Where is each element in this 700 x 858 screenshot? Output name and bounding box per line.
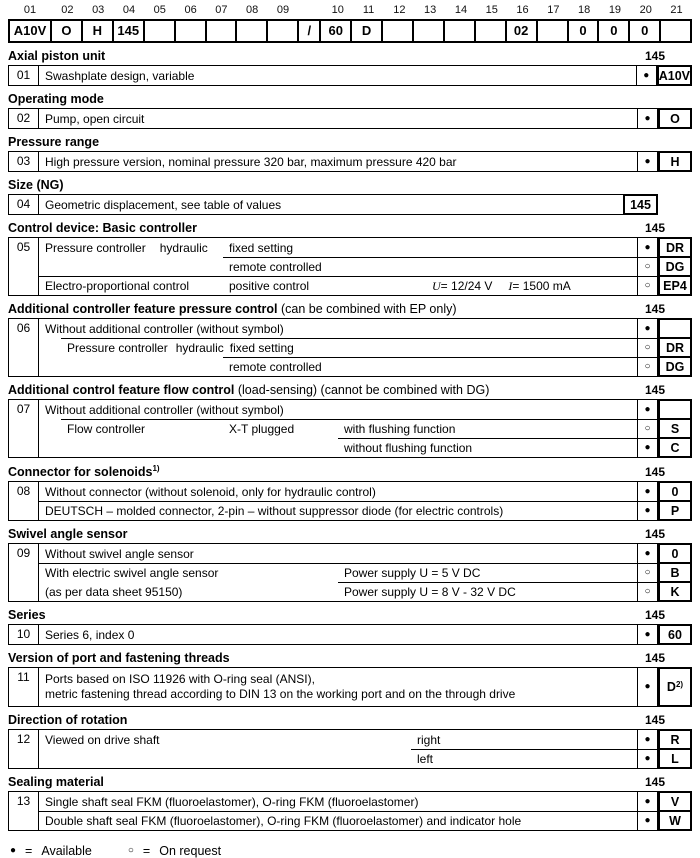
position-number: 09 <box>9 544 39 601</box>
availability-marker: ● <box>644 322 651 334</box>
position-number: 02 <box>9 109 39 128</box>
option-description: Series 6, index 0 <box>45 627 135 642</box>
column-number-17: 17 <box>547 4 560 16</box>
code-box: L <box>658 748 692 769</box>
code-box: D $^{2)}$ <box>658 667 692 707</box>
code-cell-16: 02 <box>505 19 538 43</box>
table-row <box>39 668 657 706</box>
option-description: Without connector (without solenoid, only for hydraulic control) <box>45 484 376 499</box>
table-row <box>39 276 657 295</box>
table-row <box>39 544 657 563</box>
option-description: Swashplate design, variable <box>45 68 195 83</box>
option-description: DEUTSCH – molded connector, 2-pin – without suppressor diode (for electric controls) <box>39 501 637 520</box>
availability-marker: ● <box>644 403 651 415</box>
availability-marker: ○ <box>644 280 651 291</box>
availability-marker: ○ <box>644 586 651 598</box>
table-row <box>39 625 657 644</box>
section-title: Connector for solenoids$^{1)}$ <box>8 464 160 480</box>
section-operating-mode <box>8 86 692 129</box>
code-cell-17 <box>536 19 569 43</box>
code-cell-19: 0 <box>597 19 630 43</box>
code-column-numbers <box>8 4 692 19</box>
code-cell-separator: / <box>297 19 321 43</box>
column-number-18: 18 <box>578 4 591 16</box>
option-description: High pressure version, nominal pressure 320 bar, maximum pressure 420 bar <box>45 154 457 169</box>
option-sub-description: fixed setting <box>224 338 637 357</box>
code-cell-20: 0 <box>628 19 661 43</box>
code-cell-09 <box>266 19 299 43</box>
table-row <box>39 482 657 501</box>
table-row <box>39 195 657 214</box>
availability-marker: ● <box>643 69 650 81</box>
column-number-08: 08 <box>246 4 259 16</box>
availability-legend: ● = Available ○ = On request <box>10 844 222 858</box>
table-row <box>39 319 657 338</box>
code-box: 60 <box>658 624 692 645</box>
option-description: Pressure controller hydraulic <box>45 240 208 255</box>
option-description: Electro-proportional control <box>39 276 223 295</box>
table-row <box>39 811 657 830</box>
code-cell-12 <box>381 19 414 43</box>
ordering-code-row <box>8 19 692 43</box>
code-box: DG <box>658 256 692 277</box>
table-row <box>39 792 657 811</box>
code-box <box>658 318 692 339</box>
availability-marker: ○ <box>644 567 651 579</box>
column-number-10: 10 <box>331 4 344 16</box>
code-box: R <box>658 729 692 750</box>
availability-marker: ● <box>644 815 651 827</box>
code-cell-06 <box>174 19 207 43</box>
option-sub-description: with flushing function <box>338 419 637 438</box>
code-box: O <box>658 108 692 129</box>
table-row <box>39 238 657 257</box>
table-row <box>39 501 657 520</box>
column-number-14: 14 <box>454 4 468 16</box>
filled-dot-icon: ● <box>10 845 17 857</box>
option-description: With electric swivel angle sensor <box>39 563 338 582</box>
table-row <box>39 152 657 171</box>
availability-marker: ● <box>644 795 651 807</box>
option-sub-description: Power supply U = 5 V DC <box>338 563 637 582</box>
code-box: DR <box>658 337 692 358</box>
footnote-marker: 1) <box>152 464 160 473</box>
section-title: Series <box>8 608 46 623</box>
section-control-device: Control device: Basic controller 145 05 Pressure controller hydraulic fixed setting ● remote controlled ○ Electro-proportional control positive control U = 12/24 V I = 1500 mA ○ DR DG EP4 <box>8 215 692 296</box>
section-title: Additional control feature flow control (load-sensing) (cannot be combined with DG) <box>8 383 490 397</box>
section-title: Version of port and fastening threads <box>8 651 230 666</box>
availability-marker: ○ <box>644 423 651 434</box>
electrical-values: U = 12/24 V I = 1500 mA <box>426 276 637 295</box>
position-number: 11 <box>9 668 39 706</box>
code-box: S <box>658 418 692 439</box>
section-connector-solenoids: Connector for solenoids$^{1)}$ 145 08 Without connector (without solenoid, only for hydraulic control) ● DEUTSCH – molded connector, 2-pin – without suppressor diode (for electric controls) ● 0 P <box>8 458 692 521</box>
availability-cell <box>636 66 656 85</box>
section-pressure-range <box>8 129 692 172</box>
code-cell-10: 60 <box>319 19 352 43</box>
section-size-ng <box>8 172 692 215</box>
code-box: V <box>658 791 692 812</box>
table-row <box>39 338 657 357</box>
section-title: Sealing material <box>8 775 104 790</box>
column-number-15: 15 <box>485 4 498 16</box>
table-row <box>39 66 656 85</box>
table-row <box>39 582 657 601</box>
table-row <box>39 749 657 768</box>
section-title: Axial piston unit <box>8 49 106 63</box>
table-row <box>39 563 657 582</box>
table-row <box>39 400 657 419</box>
code-cell-11: D <box>350 19 383 43</box>
availability-marker: ○ <box>644 261 651 272</box>
section-title: Additional controller feature pressure control (can be combined with EP only) <box>8 302 457 316</box>
availability-marker: ● <box>644 485 651 497</box>
availability-marker: ● <box>644 547 651 559</box>
section-title: Control device: Basic controller <box>8 221 197 235</box>
availability-marker: ● <box>644 155 651 167</box>
code-cell-18: 0 <box>567 19 600 43</box>
code-cell-15 <box>474 19 507 43</box>
option-description: Without additional controller (without symbol) <box>45 321 284 336</box>
column-number-01: 01 <box>23 4 37 16</box>
legend-available-label: Available <box>41 844 92 858</box>
column-number-16: 16 <box>516 4 529 16</box>
option-sub-description: remote controlled <box>223 357 637 376</box>
open-dot-icon: ○ <box>127 845 134 857</box>
section-title: Size (NG) <box>8 178 64 192</box>
availability-marker: ● <box>644 753 651 765</box>
column-number-20: 20 <box>639 4 652 16</box>
option-description: Double shaft seal FKM (fluoroelastomer), O-ring FKM (fluoroelastomer) and indicator hole <box>39 811 637 830</box>
column-number-07: 07 <box>215 4 228 16</box>
code-cell-01: A10V <box>8 19 52 43</box>
section-series: Series 145 10 Series 6, index 0 ● 60 <box>8 602 692 645</box>
column-number-03: 03 <box>92 4 105 16</box>
table-row <box>39 438 657 457</box>
code-cell-13 <box>412 19 445 43</box>
option-sub-description: Power supply U = 8 V - 32 V DC <box>338 582 637 601</box>
code-cell-05 <box>143 19 176 43</box>
code-box: B <box>658 562 692 583</box>
code-cell-03: H <box>81 19 114 43</box>
option-description: Without additional controller (without symbol) <box>45 402 284 417</box>
option-sub-description: fixed setting <box>229 240 294 255</box>
column-number-11: 11 <box>362 4 375 16</box>
code-cell-14 <box>443 19 476 43</box>
footnote-marker: 2) <box>675 679 684 689</box>
legend-on-request-label: On request <box>159 844 222 858</box>
column-number-02: 02 <box>61 4 74 16</box>
section-axial-piston-unit <box>8 43 692 86</box>
availability-marker: ○ <box>644 342 651 353</box>
code-cell-04: 145 <box>112 19 145 43</box>
option-description: (as per data sheet 95150) <box>45 584 183 599</box>
option-sub-description: remote controlled <box>223 257 637 276</box>
code-box <box>658 399 692 420</box>
option-description: Geometric displacement, see table of values <box>45 197 282 212</box>
section-port-threads: Version of port and fastening threads 145 11 Ports based on ISO 11926 with O-ring seal (ANSI), metric fastening thread according to DIN 13 on the working port and on the through drive ● D $^{2)}$ <box>8 645 692 707</box>
availability-marker: ● <box>644 628 651 640</box>
option-sub-description: left <box>411 749 637 768</box>
column-number-09: 09 <box>276 4 290 16</box>
column-number-separator <box>298 4 322 19</box>
column-number-06: 06 <box>184 4 197 16</box>
option-description: Flow controller <box>61 419 223 438</box>
column-number-13: 13 <box>424 4 437 16</box>
code-cell-21 <box>659 19 692 43</box>
table-row <box>39 357 657 376</box>
position-number: 07 <box>9 400 39 457</box>
table-row <box>39 257 657 276</box>
position-number: 03 <box>9 152 39 171</box>
code-cell-02: O <box>50 19 83 43</box>
position-number: 12 <box>9 730 39 768</box>
table-row <box>39 419 657 438</box>
option-description: Without swivel angle sensor <box>45 546 194 561</box>
position-number: 04 <box>9 195 39 214</box>
option-sub-description: X-T plugged <box>223 419 338 438</box>
code-box: 0 <box>658 481 692 502</box>
column-number-21: 21 <box>670 4 683 16</box>
code-box: P <box>658 500 692 521</box>
section-direction-of-rotation: Direction of rotation 145 12 Viewed on drive shaft right ● left ● R L <box>8 707 692 769</box>
availability-marker: ● <box>644 733 651 745</box>
position-number: 10 <box>9 625 39 644</box>
code-box: DG <box>658 356 692 377</box>
position-number: 13 <box>9 792 39 830</box>
option-description: Pressure controller hydraulic <box>61 338 224 357</box>
availability-marker: ● <box>644 505 651 517</box>
section-title: Direction of rotation <box>8 713 128 728</box>
code-cell-08 <box>235 19 268 43</box>
section-sealing-material: Sealing material 145 13 Single shaft seal FKM (fluoroelastomer), O-ring FKM (fluoroelastomer) ● Double shaft seal FKM (fluoroelastomer), O-ring FKM (fluoroelastomer) and indicator hole ● V W <box>8 769 692 831</box>
section-swivel-angle-sensor: Swivel angle sensor 145 09 Without swivel angle sensor ● With electric swivel angle sensor Power supply U = 5 V DC ○ (as per data sheet 95150) Power supply U = 8 V - 32 V DC ○ 0 B K <box>8 521 692 602</box>
column-number-19: 19 <box>608 4 622 16</box>
column-number-05: 05 <box>153 4 166 16</box>
option-sub-description: right <box>417 732 441 747</box>
column-number-04: 04 <box>122 4 136 16</box>
availability-marker: ● <box>644 112 651 124</box>
availability-marker: ● <box>644 442 651 453</box>
option-description: Single shaft seal FKM (fluoroelastomer), O-ring FKM (fluoroelastomer) <box>45 794 419 809</box>
code-box: H <box>658 151 692 172</box>
option-description: Ports based on ISO 11926 with O-ring seal (ANSI), metric fastening thread according to DIN 13 on the working port and on the through drive <box>45 672 516 702</box>
size-value-box: 145 <box>623 194 658 215</box>
section-title: Pressure range <box>8 135 100 149</box>
section-additional-flow-control: Additional control feature flow control (load-sensing) (cannot be combined with DG) 145 07 Without additional controller (without symbol) ● Flow controller X-T plugged with flushing function ○ without flushing function ● S C <box>8 377 692 458</box>
section-title: Operating mode <box>8 92 104 106</box>
code-box: DR <box>658 237 692 258</box>
section-title: Swivel angle sensor <box>8 527 128 542</box>
availability-marker: ● <box>644 241 651 253</box>
code-box: W <box>658 810 692 831</box>
table-row <box>39 109 657 128</box>
column-number-12: 12 <box>393 4 406 16</box>
option-sub-description: positive control <box>223 276 426 295</box>
option-description: Viewed on drive shaft <box>45 732 160 747</box>
table-row <box>39 730 657 749</box>
code-cell-07 <box>205 19 238 43</box>
code-box: EP4 <box>658 275 692 296</box>
availability-marker: ● <box>644 681 651 693</box>
code-box: C <box>658 437 692 458</box>
code-box: A10V <box>657 65 692 86</box>
position-number: 05 <box>9 238 39 295</box>
position-number: 06 <box>9 319 39 376</box>
option-description: Pump, open circuit <box>45 111 145 126</box>
availability-marker: ○ <box>644 361 651 372</box>
section-additional-pressure-control: Additional controller feature pressure control (can be combined with EP only) 145 06 Without additional controller (without symbol) ● Pressure controller hydraulic fixed setting ○ remote controlled ○ DR DG <box>8 296 692 377</box>
size-column-header: 145 <box>644 49 666 63</box>
code-box: 0 <box>658 543 692 564</box>
position-number: 01 <box>9 66 39 85</box>
position-number: 08 <box>9 482 39 520</box>
code-box: K <box>658 581 692 602</box>
option-sub-description: without flushing function <box>338 438 637 457</box>
